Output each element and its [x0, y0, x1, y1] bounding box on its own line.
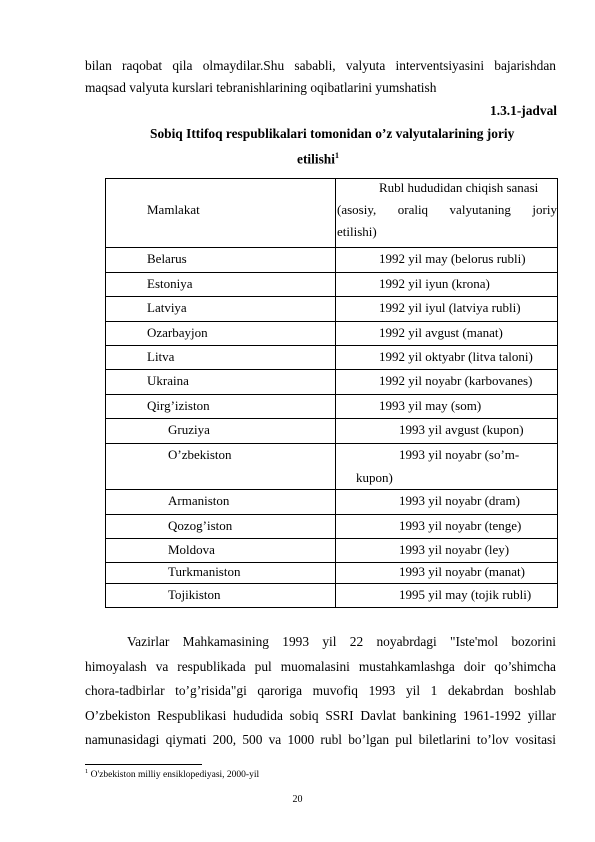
paragraph-line: O’zbekiston Respublikasi hududida sobiq SSRI Davlat bankining 1961-1992 yillar [85, 708, 556, 723]
table-cell-date: 1993 yil avgust (kupon) [399, 422, 524, 437]
table-cell-date-cont: kupon) [356, 470, 393, 485]
table-cell-country: Belarus [147, 251, 187, 266]
footnote-rule [85, 764, 202, 765]
table-cell-date: 1992 yil may (belorus rubli) [379, 251, 526, 266]
table-title: Sobiq Ittifoq respublikalari tomonidan o’z valyutalarining joriy [150, 126, 515, 141]
table-title-cont [297, 151, 339, 167]
table-cell-country: Latviya [147, 300, 187, 315]
paragraph-line: chora-tadbirlar to’g’risida"gi qaroriga muvofiq 1993 yil 1 dekabrdan boshlab [85, 683, 556, 698]
table-cell-date: 1993 yil may (som) [379, 398, 482, 413]
paragraph-line: maqsad valyuta kurslari tebranishlarining oqibatlarini yumshatish [85, 80, 437, 95]
footnote-ref: 1 [334, 151, 339, 160]
paragraph-line: himoyalash va respublikada pul muomalasini mustahkamlashga doir qo’shimcha [85, 659, 556, 674]
header-country: Mamlakat [147, 202, 200, 217]
table-cell-date: 1992 yil avgust (manat) [379, 325, 503, 340]
header-date: etilishi) [337, 224, 377, 239]
table-cell-country: Qirg’iziston [147, 398, 210, 413]
table-cell-date: 1993 yil noyabr (ley) [399, 542, 510, 557]
table-cell-country: Litva [147, 349, 175, 364]
footnote-number: 1 [85, 768, 89, 775]
table-cell-date: 1995 yil may (tojik rubli) [399, 587, 532, 602]
currency-table [105, 178, 557, 608]
table-cell-date: 1992 yil iyun (krona) [379, 276, 490, 291]
table-cell-country: Moldova [168, 542, 215, 557]
table-cell-date: 1993 yil noyabr (manat) [399, 564, 525, 579]
paragraph-line: Vazirlar Mahkamasining 1993 yil 22 noyabrdagi "Iste'mol bozorini [127, 634, 556, 649]
table-cell-country: Turkmaniston [168, 564, 241, 579]
table-cell-date: 1992 yil oktyabr (litva taloni) [379, 349, 533, 364]
table-cell-date: 1993 yil noyabr (tenge) [399, 518, 522, 533]
table-title-text: etilishi [297, 151, 335, 167]
table-cell-country: Armaniston [168, 493, 230, 508]
table-label: 1.3.1-jadval [490, 103, 557, 118]
footnote [85, 768, 259, 780]
header-date: Rubl hududidan chiqish sanasi [379, 180, 539, 195]
table-cell-country: Ozarbayjon [147, 325, 208, 340]
table-cell-country: Gruziya [168, 422, 210, 437]
page-number: 20 [292, 794, 303, 805]
table-cell-date: 1993 yil noyabr (so’m- [399, 447, 520, 462]
header-date: (asosiy, oraliq valyutaning joriy [337, 202, 557, 217]
paragraph-line: bilan raqobat qila olmaydilar.Shu sababli, valyuta interventsiyasini bajarishdan [85, 58, 556, 73]
table-cell-date: 1992 yil noyabr (karbovanes) [379, 373, 533, 388]
table-cell-country: Tojikiston [168, 587, 221, 602]
table-cell-country: Qozog’iston [168, 518, 233, 533]
table-cell-date: 1993 yil noyabr (dram) [399, 493, 520, 508]
table-cell-country: O’zbekiston [168, 447, 232, 462]
table-cell-country: Ukraina [147, 373, 189, 388]
footnote-text: O'zbekiston milliy ensiklopediyasi, 2000-yil [88, 770, 260, 781]
table-cell-date: 1992 yil iyul (latviya rubli) [379, 300, 521, 315]
table-cell-country: Estoniya [147, 276, 193, 291]
paragraph-line: namunasidagi qiymati 200, 500 va 1000 rubl bo’lgan pul biletlarini to’lov vositasi [85, 732, 556, 747]
